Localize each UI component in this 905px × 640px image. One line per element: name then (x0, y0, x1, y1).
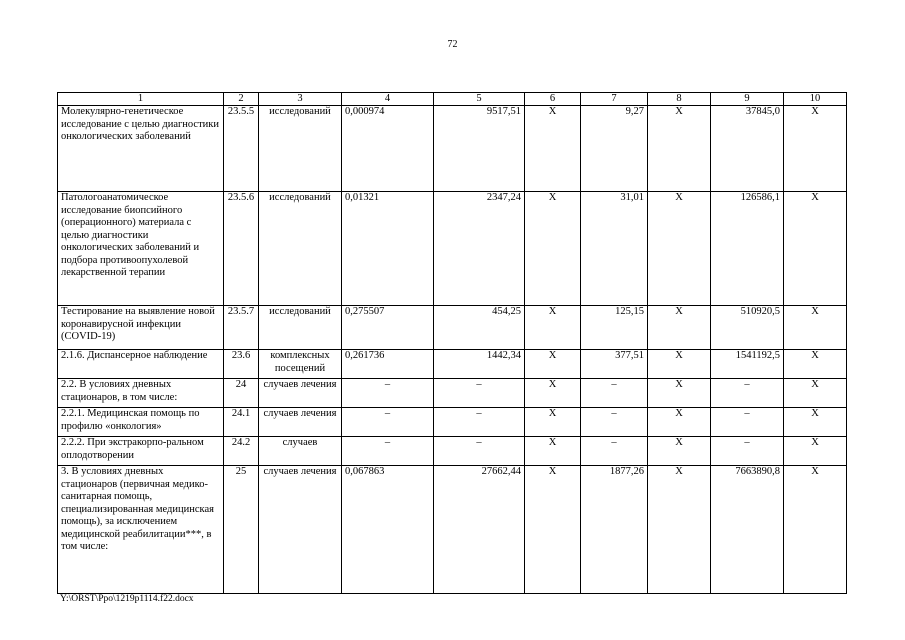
table-row (58, 350, 847, 379)
row-norm: – (342, 408, 434, 437)
row-cost: 454,25 (434, 306, 525, 350)
row-col8: Х (648, 106, 711, 192)
row-col9: 7663890,8 (711, 466, 784, 594)
table-row (58, 106, 847, 192)
row-norm: – (342, 437, 434, 466)
row-col10: Х (784, 408, 847, 437)
header-row (58, 93, 847, 106)
row-col9: – (711, 437, 784, 466)
file-path-footer: Y:\ORST\Ppo\1219p1114.f22.docx (60, 594, 194, 604)
row-norm: 0,000974 (342, 106, 434, 192)
row-col7: – (581, 408, 648, 437)
column-header: 2 (224, 93, 259, 106)
row-col7: 125,15 (581, 306, 648, 350)
row-col6: Х (525, 192, 581, 306)
row-unit: случаев (259, 437, 342, 466)
table-row (58, 437, 847, 466)
row-col6: Х (525, 408, 581, 437)
table-row (58, 466, 847, 594)
row-norm: 0,275507 (342, 306, 434, 350)
row-col9: 1541192,5 (711, 350, 784, 379)
row-col7: – (581, 379, 648, 408)
row-name: 2.2.2. При экстракорпо-ральном оплодотворении (58, 437, 224, 466)
column-header: 10 (784, 93, 847, 106)
row-norm: 0,01321 (342, 192, 434, 306)
row-col7: 1877,26 (581, 466, 648, 594)
column-header: 9 (711, 93, 784, 106)
table-row (58, 306, 847, 350)
column-header: 4 (342, 93, 434, 106)
row-name: Молекулярно-генетическое исследование с целью диагностики онкологических заболеваний (58, 106, 224, 192)
row-code: 23.5.5 (224, 106, 259, 192)
row-col8: Х (648, 379, 711, 408)
row-code: 23.5.7 (224, 306, 259, 350)
row-cost: 9517,51 (434, 106, 525, 192)
row-cost: – (434, 379, 525, 408)
row-norm: 0,067863 (342, 466, 434, 594)
column-header: 7 (581, 93, 648, 106)
row-col8: Х (648, 466, 711, 594)
row-col6: Х (525, 106, 581, 192)
row-col6: Х (525, 379, 581, 408)
row-norm: 0,261736 (342, 350, 434, 379)
column-header: 1 (58, 93, 224, 106)
row-col6: Х (525, 306, 581, 350)
row-unit: комплексных посещений (259, 350, 342, 379)
row-code: 24 (224, 379, 259, 408)
row-col7: 31,01 (581, 192, 648, 306)
row-col8: Х (648, 408, 711, 437)
row-unit: случаев лечения (259, 379, 342, 408)
row-col8: Х (648, 350, 711, 379)
row-col8: Х (648, 437, 711, 466)
row-col9: 37845,0 (711, 106, 784, 192)
row-name: 2.2. В условиях дневных стационаров, в том числе: (58, 379, 224, 408)
row-name: 2.1.6. Диспансерное наблюдение (58, 350, 224, 379)
row-col10: Х (784, 106, 847, 192)
row-code: 25 (224, 466, 259, 594)
row-col6: Х (525, 437, 581, 466)
row-col7: 9,27 (581, 106, 648, 192)
row-code: 23.5.6 (224, 192, 259, 306)
row-code: 23.6 (224, 350, 259, 379)
row-col9: – (711, 408, 784, 437)
row-col7: – (581, 437, 648, 466)
row-col9: – (711, 379, 784, 408)
row-name: 2.2.1. Медицинская помощь по профилю «онкология» (58, 408, 224, 437)
row-col10: Х (784, 306, 847, 350)
row-unit: исследований (259, 106, 342, 192)
row-unit: случаев лечения (259, 466, 342, 594)
row-name: Тестирование на выявление новой коронавирусной инфекции (COVID-19) (58, 306, 224, 350)
row-col6: Х (525, 466, 581, 594)
row-unit: случаев лечения (259, 408, 342, 437)
row-col10: Х (784, 466, 847, 594)
row-cost: – (434, 408, 525, 437)
tariff-table (57, 92, 847, 594)
column-header: 8 (648, 93, 711, 106)
row-code: 24.2 (224, 437, 259, 466)
row-norm: – (342, 379, 434, 408)
row-name: Патологоанатомическое исследование биопсийного (операционного) материала с целью диагностики онкологических заболеваний и подбора противоопухолевой лекарственной терапии (58, 192, 224, 306)
row-code: 24.1 (224, 408, 259, 437)
row-cost: 1442,34 (434, 350, 525, 379)
page-number: 72 (447, 39, 458, 50)
row-cost: – (434, 437, 525, 466)
table-row (58, 379, 847, 408)
row-col9: 126586,1 (711, 192, 784, 306)
row-col6: Х (525, 350, 581, 379)
row-col10: Х (784, 437, 847, 466)
row-unit: исследований (259, 306, 342, 350)
column-header: 5 (434, 93, 525, 106)
row-col10: Х (784, 192, 847, 306)
column-header: 6 (525, 93, 581, 106)
row-cost: 2347,24 (434, 192, 525, 306)
row-name: 3. В условиях дневных стационаров (первичная медико-санитарная помощь, специализированная медицинская помощь), за исключением медицинской реабилитации***, в том числе: (58, 466, 224, 594)
row-cost: 27662,44 (434, 466, 525, 594)
table-row (58, 192, 847, 306)
row-col10: Х (784, 379, 847, 408)
row-unit: исследований (259, 192, 342, 306)
row-col8: Х (648, 192, 711, 306)
column-header: 3 (259, 93, 342, 106)
row-col10: Х (784, 350, 847, 379)
row-col7: 377,51 (581, 350, 648, 379)
row-col8: Х (648, 306, 711, 350)
row-col9: 510920,5 (711, 306, 784, 350)
table-row (58, 408, 847, 437)
